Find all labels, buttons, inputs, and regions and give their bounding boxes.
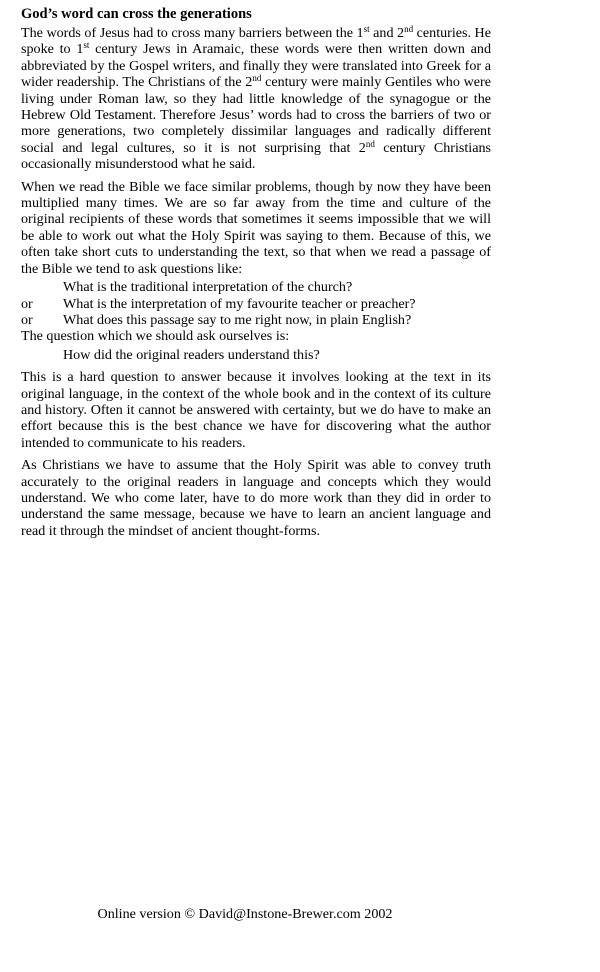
question-list <box>21 279 491 328</box>
question-intro: The question which we should ask ourselves is: <box>21 328 290 345</box>
key-question: How did the original readers understand this? <box>63 346 320 363</box>
question-text: What does this passage say to me right now, in plain English? <box>63 311 412 328</box>
question-item <box>21 312 491 328</box>
question-text: What is the traditional interpretation of the church? <box>63 279 353 296</box>
question-item <box>21 279 491 295</box>
question-item <box>21 296 491 312</box>
document-page <box>21 6 491 545</box>
section-heading: God’s word can cross the generations <box>21 6 252 22</box>
page-footer: Online version © David@Instone-Brewer.com 2002 <box>97 906 393 922</box>
paragraph-3: This is a hard question to answer because it involves looking at the text in its original language, in the context of the whole book and in the context of its culture and history. Often it cannot be answered with certainty, but we do have to make an effort because this is the best chance we have for discovering what the author intended to communicate to his readers. <box>21 369 491 451</box>
paragraph-4: As Christians we have to assume that the Holy Spirit was able to convey truth accurately to the original readers in language and concepts which they would understand. We who come later, have to do more work than they did in order to understand the same message, because we have to learn an ancient language and read it through the mindset of ancient thought-forms. <box>21 457 491 539</box>
paragraph-2: When we read the Bible we face similar problems, though by now they have been multiplied many times. We are so far away from the time and culture of the original recipients of these words that sometimes it seems impossible that we will be able to work out what the Holy Spirit was saying to them. Because of this, we often take short cuts to understanding the text, so that when we read a passage of the Bible we tend to ask questions like: <box>21 178 491 277</box>
question-prefix: or <box>21 295 33 312</box>
question-prefix <box>21 279 63 295</box>
paragraph-1: The words of Jesus had to cross many barriers between the 1st and 2nd centuries. He spoke to 1st century Jews in Aramaic, these words were then written down and abbreviated by the Gospel writers, and finally they were translated into Greek for a wider readership. The Christians of the 2nd century were mainly Gentiles who were living under Roman law, so they had little knowledge of the synagogue or the Hebrew Old Testament. Therefore Jesus’ words had to cross the barriers of two or more generations, two completely dissimilar languages and radically different social and legal cultures, so it is not surprising that 2nd century Christians occasionally misunderstood what he said. <box>21 24 492 173</box>
question-text: What is the interpretation of my favourite teacher or preacher? <box>63 295 416 312</box>
question-prefix: or <box>21 311 33 328</box>
